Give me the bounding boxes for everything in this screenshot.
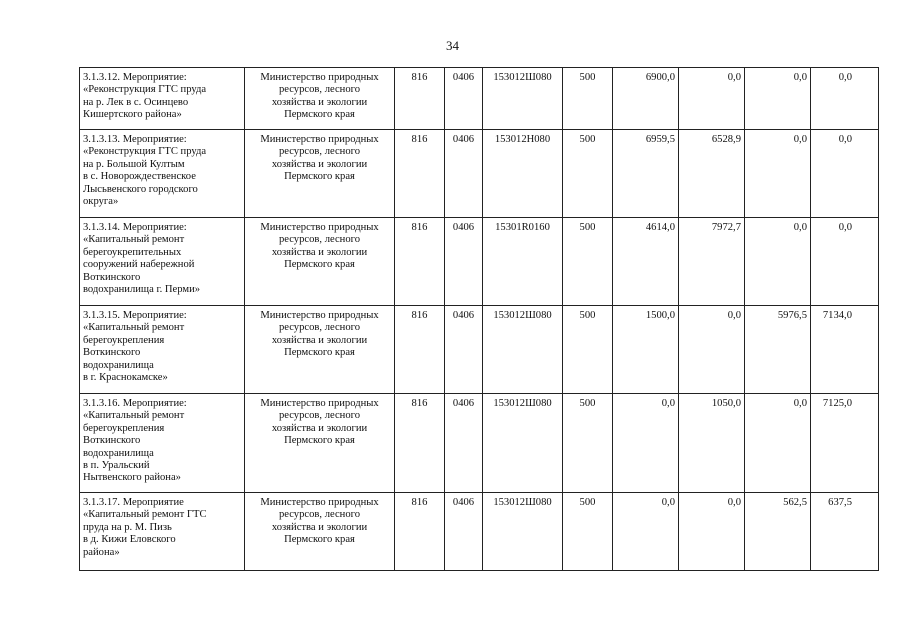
event-name-cell [80,218,245,306]
section-code-cell: 0406 [445,68,483,130]
ministry-line: ресурсов, лесного [278,509,360,521]
amount-cell: 0,0 [745,394,811,493]
section-code-cell: 0406 [445,306,483,394]
event-name-line: 3.1.3.12. Мероприятие: [83,72,187,83]
event-name-line: водохранилища [83,359,154,371]
amount-cell: 562,5 [745,493,811,571]
ministry-line: Министерство природных [260,497,379,508]
event-name-cell [80,68,245,130]
amount-cell: 0,0 [811,218,879,306]
event-name-line: водохранилища [83,447,154,459]
admin-code-cell: 816 [395,218,445,306]
expense-type-cell: 500 [563,306,613,394]
ministry-line: ресурсов, лесного [278,234,360,246]
table-row [80,394,879,493]
ministry-line: ресурсов, лесного [278,146,360,158]
table-row [80,68,879,130]
event-name-line: на р. Большой Култым [83,158,185,170]
event-name-line: в с. Новорождественское [83,171,196,183]
ministry-line: ресурсов, лесного [278,84,360,96]
ministry-line: Министерство природных [260,222,379,233]
admin-code-cell: 816 [395,493,445,571]
amount-cell: 6528,9 [679,130,745,218]
budget-table [79,67,879,571]
event-name-line: в г. Краснокамске» [83,372,168,384]
event-name-line: «Капитальный ремонт [83,322,185,334]
target-article-cell: 153012Ш080 [483,306,563,394]
ministry-line: Министерство природных [260,398,379,409]
expense-type-cell: 500 [563,493,613,571]
ministry-line: Пермского края [284,435,355,447]
event-name-line: Воткинского [83,347,141,359]
ministry-line: Пермского края [284,171,355,183]
amount-cell: 0,0 [679,68,745,130]
event-name-line: района» [83,546,120,558]
ministry-line: ресурсов, лесного [278,322,360,334]
amount-cell: 0,0 [679,306,745,394]
event-name-line: округа» [83,196,119,208]
event-name-line: сооружений набережной [83,259,195,271]
expense-type-cell: 500 [563,68,613,130]
ministry-line: хозяйства и экологии [271,422,368,434]
table-row [80,306,879,394]
ministry-line: Пермского края [284,259,355,271]
table-row [80,493,879,571]
ministry-cell [245,493,395,571]
event-name-line: 3.1.3.17. Мероприятие [83,497,184,508]
target-article-cell: 153012Н080 [483,130,563,218]
ministry-line: хозяйства и экологии [271,334,368,346]
event-name-line: «Капитальный ремонт [83,410,185,422]
admin-code-cell: 816 [395,306,445,394]
event-name-line: «Реконструкция ГТС пруда [83,146,207,158]
amount-cell: 7134,0 [811,306,879,394]
target-article-cell: 153012Ш080 [483,68,563,130]
amount-cell: 7125,0 [811,394,879,493]
event-name-line: Воткинского [83,435,141,447]
amount-cell: 637,5 [811,493,879,571]
event-name-line: 3.1.3.15. Мероприятие: [83,310,187,321]
section-code-cell: 0406 [445,493,483,571]
expense-type-cell: 500 [563,130,613,218]
amount-cell: 0,0 [679,493,745,571]
ministry-line: хозяйства и экологии [271,96,368,108]
amount-cell: 6900,0 [613,68,679,130]
amount-cell: 4614,0 [613,218,679,306]
amount-cell: 7972,7 [679,218,745,306]
event-name-line: берегоукрепления [83,334,165,346]
section-code-cell: 0406 [445,218,483,306]
amount-cell: 0,0 [745,130,811,218]
event-name-line: пруда на р. М. Пизь [83,521,172,533]
event-name-line: на р. Лек в с. Осинцево [83,96,189,108]
event-name-line: водохранилища г. Перми» [83,284,201,296]
event-name-line: Кишертского района» [83,109,182,121]
amount-cell: 0,0 [811,130,879,218]
ministry-line: Министерство природных [260,72,379,83]
section-code-cell: 0406 [445,394,483,493]
event-name-line: Лысьвенского городского [83,183,198,195]
expense-type-cell: 500 [563,218,613,306]
section-code-cell: 0406 [445,130,483,218]
event-name-cell [80,130,245,218]
ministry-line: хозяйства и экологии [271,158,368,170]
table-row [80,218,879,306]
event-name-line: берегоукрепления [83,422,165,434]
admin-code-cell: 816 [395,394,445,493]
expense-type-cell: 500 [563,394,613,493]
event-name-line: Нытвенского района» [83,472,181,484]
ministry-line: Министерство природных [260,134,379,145]
event-name-line: в д. Кижи Еловского [83,534,176,546]
event-name-cell [80,493,245,571]
amount-cell: 6959,5 [613,130,679,218]
target-article-cell: 153012Ш080 [483,493,563,571]
amount-cell: 0,0 [613,493,679,571]
table-row [80,130,879,218]
event-name-line: в п. Уральский [83,460,150,472]
event-name-line: «Капитальный ремонт ГТС [83,509,207,521]
amount-cell: 0,0 [811,68,879,130]
amount-cell: 0,0 [613,394,679,493]
ministry-line: Министерство природных [260,310,379,321]
event-name-line: 3.1.3.16. Мероприятие: [83,398,187,409]
amount-cell: 1050,0 [679,394,745,493]
ministry-line: хозяйства и экологии [271,521,368,533]
target-article-cell: 15301R0160 [483,218,563,306]
ministry-cell [245,218,395,306]
event-name-cell [80,394,245,493]
ministry-line: хозяйства и экологии [271,246,368,258]
event-name-line: 3.1.3.14. Мероприятие: [83,222,187,233]
ministry-cell [245,306,395,394]
admin-code-cell: 816 [395,130,445,218]
amount-cell: 1500,0 [613,306,679,394]
amount-cell: 0,0 [745,68,811,130]
event-name-cell [80,306,245,394]
event-name-line: берегоукрепительных [83,246,182,258]
page-number: 34 [446,38,459,53]
table-body [80,68,879,571]
event-name-line: «Реконструкция ГТС пруда [83,84,207,96]
admin-code-cell: 816 [395,68,445,130]
ministry-cell [245,394,395,493]
ministry-line: ресурсов, лесного [278,410,360,422]
amount-cell: 5976,5 [745,306,811,394]
event-name-line: Воткинского [83,271,141,283]
amount-cell: 0,0 [745,218,811,306]
ministry-cell [245,68,395,130]
event-name-line: 3.1.3.13. Мероприятие: [83,134,187,145]
ministry-cell [245,130,395,218]
ministry-line: Пермского края [284,109,355,121]
target-article-cell: 153012Ш080 [483,394,563,493]
ministry-line: Пермского края [284,347,355,359]
event-name-line: «Капитальный ремонт [83,234,185,246]
ministry-line: Пермского края [284,534,355,546]
